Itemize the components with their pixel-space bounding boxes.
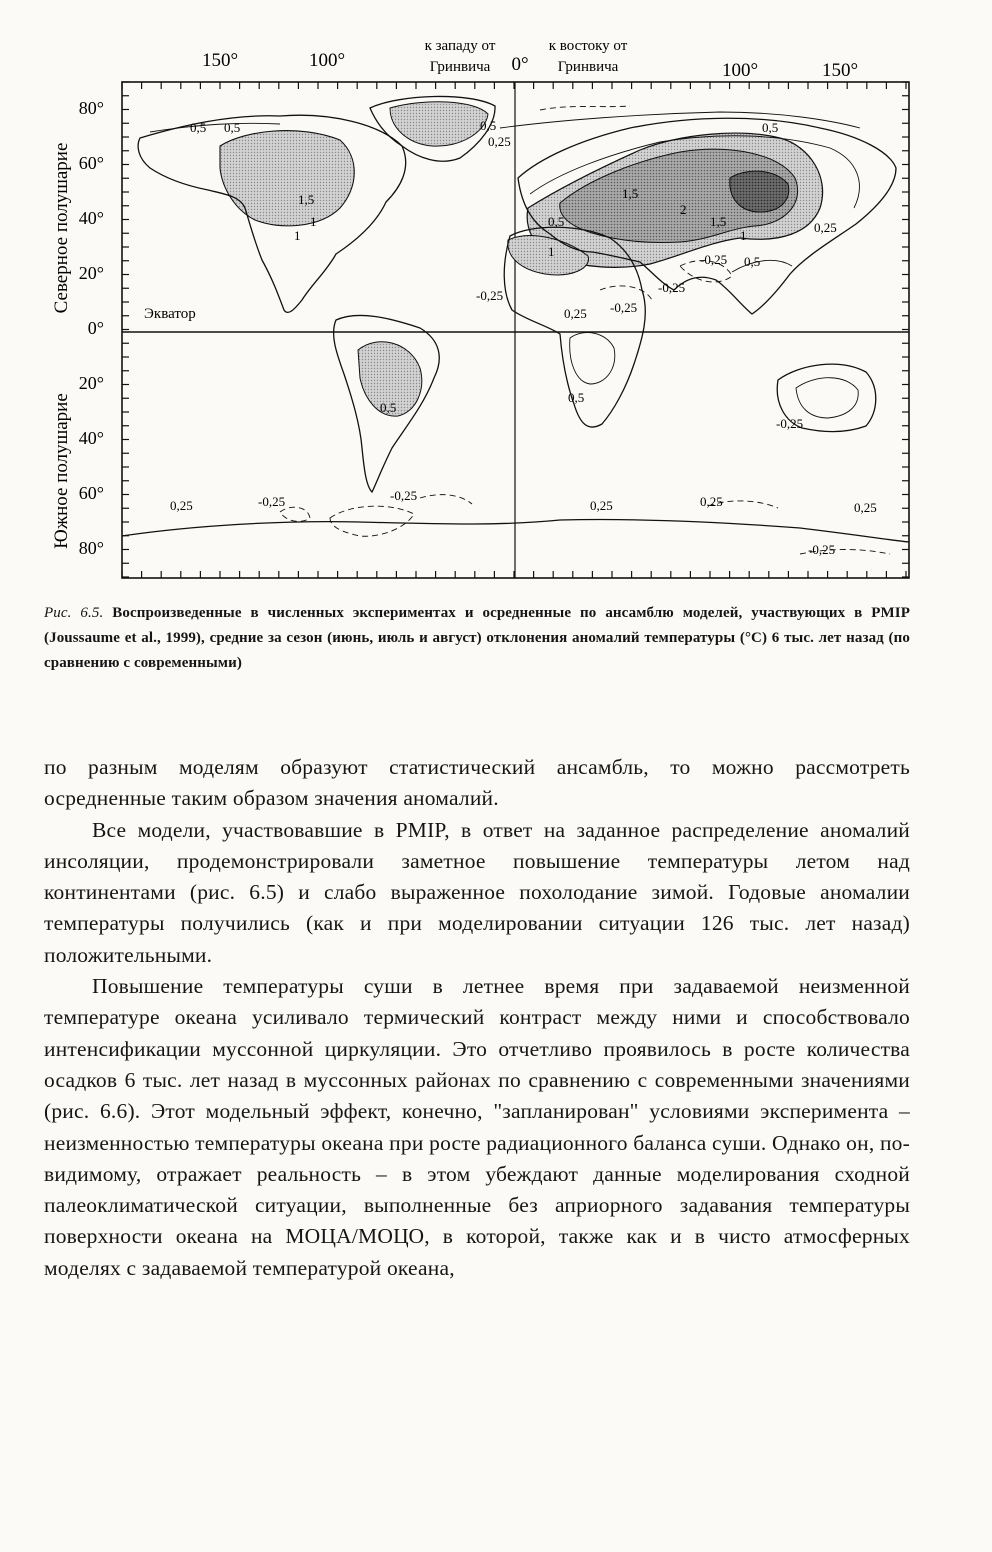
lat-label-20n: 20° (78, 263, 104, 283)
top-tick-label-100w: 100° (308, 50, 346, 71)
lat-label-20s: 20° (78, 373, 104, 393)
negative-isoline (540, 106, 630, 110)
isoline (732, 260, 792, 272)
isoline-label: 0,5 (224, 120, 241, 135)
isoline-label: 1,5 (622, 186, 639, 201)
isoline-label: 0,5 (190, 120, 207, 135)
isoline-label: 0,5 (380, 400, 397, 415)
isoline-label: 1,5 (298, 192, 315, 207)
isoline (570, 333, 615, 384)
isoline-label: 1 (310, 214, 317, 229)
isoline-label: 0,25 (814, 220, 837, 235)
body-text (44, 752, 910, 1284)
southern-hemisphere-label: Южное полушарие (51, 393, 72, 549)
isoline-label: 0,5 (480, 118, 497, 133)
top-tick-label-100e: 100° (721, 60, 759, 81)
lat-label-80s: 80° (78, 538, 104, 558)
anomaly-area-greenland (390, 102, 488, 146)
isoline-label: -0,25 (258, 494, 286, 509)
isoline (796, 378, 858, 418)
isoline-label: 0,25 (170, 498, 193, 513)
paragraph-pmip-results: Все модели, участвовавшие в PMIP, в ответ на заданное распределение аномалий инсоляции, продемонстрировали заметное повышение температуры летом над континентами (рис. 6.5) и слабо выраженное похолодание зимой. Годовые аномалии температуры получились (как и при моделировании ситуации 126 тыс. лет назад) положительными. (44, 817, 910, 967)
negative-isoline (280, 507, 310, 521)
paragraph-monsoon: Повышение температуры суши в летнее время при задаваемой неизменной температуре океана усиливало термический контраст между ними и способствовало интенсификации муссонной циркуляции. Это отчетливо проявилось в росте количества осадков 6 тыс. лет назад в муссонных районах по сравнению с современными значениями (рис. 6.6). Этот модельный эффект, конечно, "запланирован" условиями эксперимента – неизменностью температуры океана при росте радиационного баланса суши. Однако он, по-видимому, отражает реальность – в этом убеждают данные моделирования сходной палеоклиматической ситуации, выполненные без априорного задавания температуры поверхности океана на МОЦА/МОЦО, в которой, также как и в чисто атмосферных моделях с задаваемой температурой океана, (44, 974, 910, 1280)
isoline-label: 0,5 (762, 120, 779, 135)
lat-label-40s: 40° (78, 428, 104, 448)
east-of-greenwich-label: к востоку от (548, 38, 628, 54)
top-tick-label-150w: 150° (201, 50, 239, 71)
isoline-label: 1 (740, 228, 747, 243)
isoline-label: -0,25 (700, 252, 728, 267)
top-tick-label-0: 0° (511, 54, 529, 75)
equator-label: Экватор (144, 306, 196, 322)
isoline-label: -0,25 (658, 280, 686, 295)
lat-label-0: 0° (87, 318, 104, 338)
isoline-label: -0,25 (610, 300, 638, 315)
lat-label-60n: 60° (78, 153, 104, 173)
west-greenwich-word: Гринвича (429, 59, 491, 75)
lat-label-80n: 80° (78, 98, 104, 118)
east-greenwich-word: Гринвича (557, 59, 619, 75)
isoline-label: 0,25 (590, 498, 613, 513)
lat-label-60s: 60° (78, 483, 104, 503)
world-map-plot (40, 28, 920, 598)
figure-temperature-anomaly-map (40, 28, 920, 598)
top-tick-label-150e: 150° (821, 60, 859, 81)
isoline-label: 0,25 (854, 500, 877, 515)
isoline-label: -0,25 (390, 488, 418, 503)
caption-prefix: Рис. 6.5. (44, 605, 104, 621)
figure-caption (44, 601, 910, 676)
isoline-label: 0,25 (564, 306, 587, 321)
isoline-label: -0,25 (808, 542, 836, 557)
west-of-greenwich-label: к западу от (424, 38, 496, 54)
isoline-label: 0,5 (744, 254, 761, 269)
isoline-label: 0,5 (548, 214, 565, 229)
isoline-label: 1 (294, 228, 301, 243)
isoline-label: 1,5 (710, 214, 727, 229)
negative-isoline (420, 495, 472, 504)
caption-text: Воспроизведенные в численных экспериментах и осредненные по ансамблю моделей, участвующих в PMIP (Joussaume et al., 1999), средние за сезон (июнь, июль и август) отклонения аномалий температуры (°С) 6 тыс. лет назад (по сравнению с современными) (44, 605, 910, 671)
paragraph-continuation: по разным моделям образуют статистический ансамбль, то можно рассмотреть осредненные таким образом значения аномалий. (44, 755, 910, 811)
lat-label-40n: 40° (78, 208, 104, 228)
isoline (150, 123, 280, 132)
isoline-label: 0,25 (488, 134, 511, 149)
northern-hemisphere-label: Северное полушарие (51, 142, 72, 314)
isoline-label: 0,5 (568, 390, 585, 405)
isoline-label: 0,25 (700, 494, 723, 509)
isoline-label: -0,25 (776, 416, 804, 431)
anomaly-area-north-america (220, 131, 354, 226)
isoline-label: -0,25 (476, 288, 504, 303)
isoline-label: 1 (548, 244, 555, 259)
isoline-label: 2 (680, 202, 687, 217)
